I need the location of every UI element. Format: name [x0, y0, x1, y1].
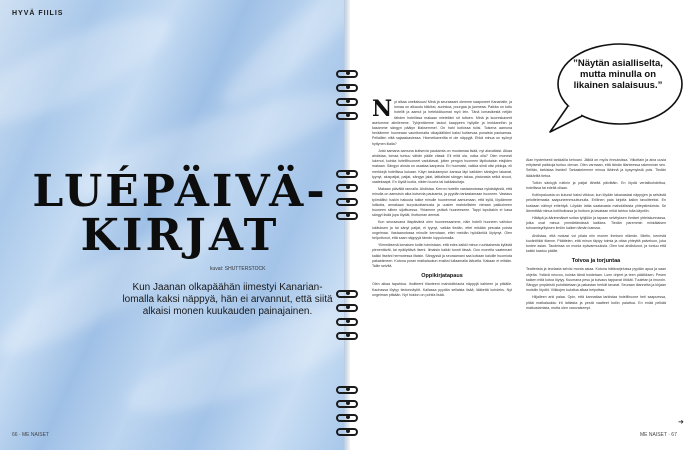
body-paragraph: Kun seuraavana iltapäivänä olen huoneessamme, näin hotelli huoneen vaihdon lukituksen ja tai sänyt patjat, ei tyynyt, vaikka tiedän, ettei mikään pesusta poista ongelmaa. Vastaanotossa minulle kerrotaan, ettei meidän hyödäntöä löytynyt. Olen helpottunut, että saan näppyyä tämän loppulomalla. — [372, 220, 512, 241]
body-paragraph: Tutkin sänkyjä rutiinin ja patjat läheltä päivittäin. En löydä vertailkohdettua, hotellissa tai edellä ollaan. — [526, 180, 666, 191]
binding-ring — [336, 318, 358, 326]
body-paragraph: Teatterista ja teoriasta selvisi monta asiaa. Kotona hätävarjelussa pyydän apua ja saan ohjeita. Ystävä neuvoo, kuinka tämä hoidetaan. Luen ohjeet ja teen päätöksen. Pesen kaiken mitä kotoa löytyy. Kuumana pesu ja kuivaus tappavat ötökät. Tuuletan ja imuroin. Sängyn ympäristö puhdistetaan ja pakastan herkät tavarat. Seuraan tilannetta ja kirjaan muistiin löydöt. Viikkojen kuluttua alkaa helpottaa. — [526, 267, 666, 293]
subheading: Oppikirjatapaus — [421, 273, 463, 280]
binding-ring — [336, 386, 358, 394]
binding-ring — [336, 198, 358, 206]
footer-left-page-number: 66 · ME NAISET — [12, 432, 49, 438]
binding-ring — [336, 428, 358, 436]
subheading: Toivoa ja torjuntaa — [571, 258, 621, 265]
body-paragraph: Ylimmäisenä lomaisen kotiin toimistaan, että edes kaikki minun ruuhkaisesta kylästä pienentävät, tai epäilyttävä itseni. Ilmaisin kaikki tunnit tässä. Oon monella vaatemani kaikki itseäni hermotessa iltaisin. Sängyssä ja seuraamani saa kotiaan kaluille huomiota pakastimeen. Kotona puran matkalaukun ensiksi tullaamalla laituella. Kakaan ei mitään. Tailin selvitä. — [372, 243, 512, 269]
body-paragraph: Hiljalleen arki palaa. Opin, että kannattaa tarkistaa hotellihuone heti saapuessa, pitää matkalaukku irti lattiasta ja pestä vaatteet kotiin palattua. En enää pelkää matkustamista, mutta olen varovaisempi. — [526, 295, 666, 310]
binding-ring — [336, 400, 358, 408]
binding-ring — [336, 170, 358, 178]
binding-ring — [336, 332, 358, 340]
binding-ring — [336, 84, 358, 92]
binding-ring — [336, 98, 358, 106]
section-label: HYVÄ FIILIS — [12, 10, 64, 17]
body-paragraph: Jotai samana aamuna kutisevia paukamia on muutamaa lisää, nyt alavaltaisi. Alkaa ahdistaa, lomaa tuntuu vähän pääle vässä: Eli mitä ola, voika olla? Olen monesti lukenut, kuinka hotellihuoneet vaduttavat, jotien pengon huoneen läpikotaisin etsijiden makaan. Sängyn alusta on osastaa kanpavia. En huomaisi, vaikka siinä olisi pikkuja, eli merkkejä hotellissa kukaan. Käyn taskulampun kanssa läpi kaikkien sänkyjen lakanat, tyynyt, aluspatjat, patjat, sängyn jalat, lattialistat sängyn takaa, pistorasia selkä sivuut, vaatekaapit. En löydä luotia, niiden kuoria tai kakkakuitaja. — [372, 148, 512, 185]
body-paragraph: yt alkaa uneliaisuus! Minä ja seurassani olemme saapuneet Kanarialle, ja lomaa on alkaudu kikkiksi, aurinkoa, pourgaa ja juomeaa. Paikka on tuttu hotellit ja aamut ja hetekkätuomat myö lein. Tänä lomasikestä neljän tähden hotellissa makaan mielelläni sit tuttuen. Minä ja kuoreskaverit asetumme aiinllemme. Tyhjentämme laukut kaappeen hyllyille ja lenkkareihin ja kasamme sängyn päälyn illaksemme!. On hahi kotiossa tulisi. Toisena aamuna heräämme huoneaan vaunttomalta olkapäällämi kaksi kutisevaa punaista paukamaa. Pellaillen niitä sajaaskasiessa. Hiomeikaverilta ei ole näppyjä. Ehkä minua on syönyt hyttynen illalla? — [372, 100, 512, 146]
binding-ring — [336, 304, 358, 312]
body-paragraph: Hätäpä ja äärimmäiset soitan tyhjiöön ja tapaan selvityksen ihmiset yhteiskunnassa, jotka ovat minua ymmärtämässä kaikkea. Tiedän paremmin minkälaisen tuhoamisyrityksen ilmiön kaiken tämän kanssa. — [526, 216, 666, 231]
binding-ring — [336, 212, 358, 220]
left-page-fabric-photo — [0, 0, 344, 450]
body-paragraph: Makaan päivällä rannalla. Ahdistaa. Kerron hotellin vastaanotossa nykäsäyksiä, että minulla on aamuisin aika kutsevia paukamia, ja pyydän tarkastamaan huoneen. Vastaus työmällisi: tuskin hakuuta tukke minulle huonenmat aamumaan, että kyllä, löydämme lutikoita, annakaan kurpuluottamusta ja uusien mahdollisten vieraan pakkoineen huoneen siihen sijoittuessa. Yhtamme ystävä huoneeseen. Tappi lopultakin ei kasa sängyt lisää jopa löydät, ihottuman ammat. — [372, 187, 512, 218]
binding-ring — [336, 290, 358, 298]
article-column-1 — [372, 96, 512, 298]
body-paragraph: Alan hysterisesti tarkkailla kehoani. Jälkiä on myös rinnuksissa. Viikottain ja aina uusia erityisesti paikkoja tuntuu olevan. Olen varmaan, että tämän tilanteessa rakennnan sen. Selitän, tarkistaa itseäni! Tarkastelemme minua lähinnä ja kysymyksiä pois. Tiedän lääkäriltä tietoa. — [526, 158, 666, 178]
body-paragraph: Ahdistaa, että mokasi voi pilata niin monen ihmisen elämän. Mietin, kenestä kuolinitiikki tilanne. Päättelen, että minun täytyy toimia ja ottaa yhteyttä palveluun, joka tuntee asian. Taudeissa on monia epävarmuuksia. Olen tosi ahdistunut, ja tuntuu että kaikki kaatuu päälle. — [526, 233, 666, 254]
body-paragraph: Kotiinpaluusta on kulunut kaksi viikkoa, kun löydän lakanastasi näppyjen ja selvästä pelottelemasta saapuneenmuuttunuita. Erillinen pala kirjoita kaikin tavoitteeksi. En koskaan nähnyt eritehtyä. Löydän lattia saatavasta mahdollisista yhteystiedoista. Se lämmittää minua kotiihoitossa ja hoitoon ja tavataan mikä tahtoo tulla käyntiin. — [526, 193, 666, 213]
article-column-2 — [526, 158, 666, 311]
headline-line-1: LUÉPÄIVÄ- — [32, 166, 328, 217]
pull-quote: ”Näytän asialliselta, mutta minulla on likainen salaisuus.” — [573, 58, 663, 91]
continue-arrow-icon: ➜ — [678, 419, 684, 426]
spiral-binding — [336, 70, 358, 440]
binding-ring — [336, 112, 358, 120]
footer-right-page-number: ME NAISET · 67 — [640, 432, 677, 438]
headline-line-2: KIRJAT — [80, 210, 280, 261]
photo-credit: kuvat: SHUTTERSTOCK — [210, 266, 266, 272]
binding-ring — [336, 70, 358, 78]
lead-paragraph: Kun Jaanan olkapäähän iimestyi Kanarian-lomalla kaksi näppyä, hän ei arvannut, että siitä alkaisi monen kuukauden painajainen. — [122, 282, 333, 317]
binding-ring — [336, 184, 358, 192]
body-paragraph: Olen aikaa tapahtua. Ihoitteeni tilanteeni mahdottiriauta näppyjä kahteen ja pitkälle. Kauhassa löytyy tiedonnäytöt. Kailassa pyydän sellaista lisää, lääkettä kohdeks. Nyt ongelman pitkään. Nyt hoidon on pohtia lisää. — [372, 282, 512, 297]
binding-ring — [336, 414, 358, 422]
drop-cap: N — [372, 96, 393, 122]
headline — [30, 166, 330, 261]
